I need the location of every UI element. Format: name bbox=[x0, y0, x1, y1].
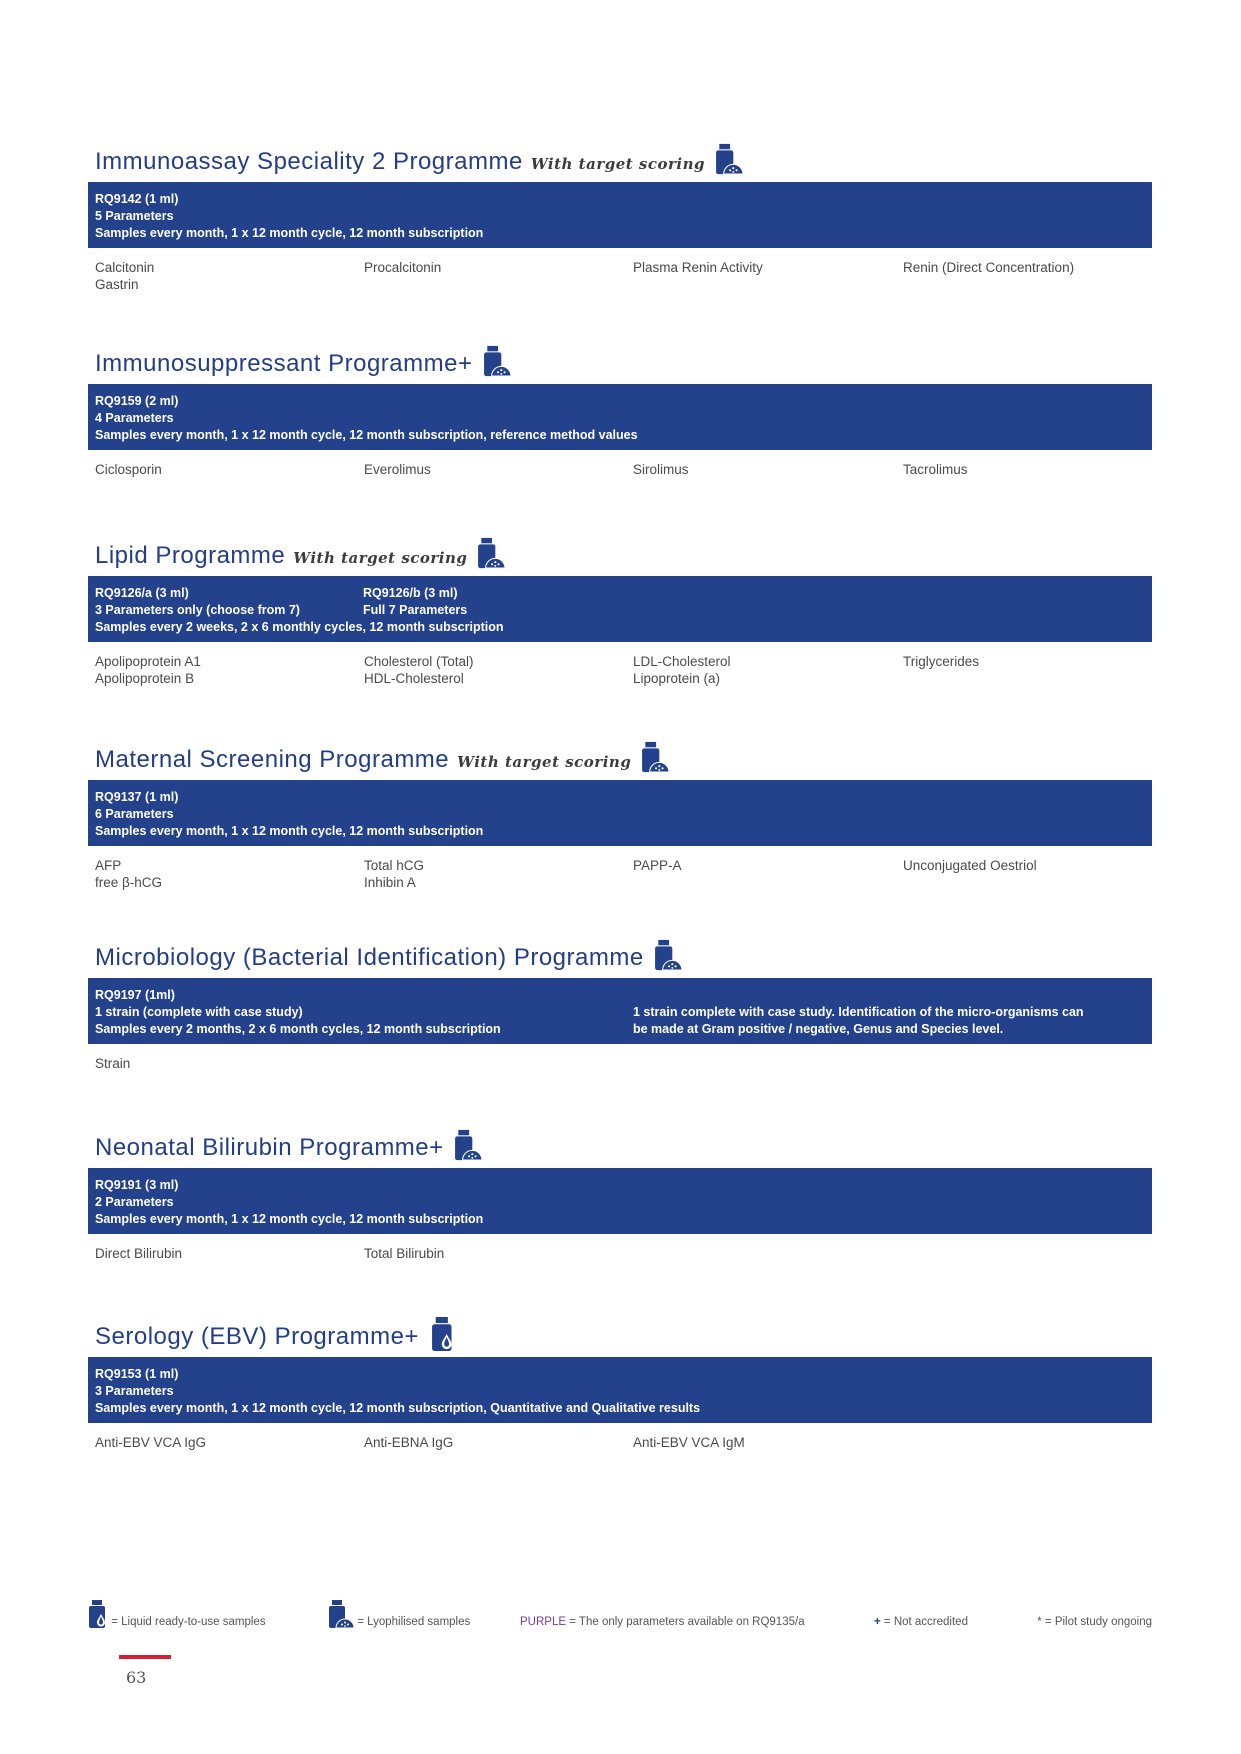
parameter-item: Apolipoprotein B bbox=[95, 671, 195, 686]
parameter-list bbox=[88, 1431, 1152, 1471]
parameter-item: Anti-EBNA IgG bbox=[364, 1435, 454, 1450]
parameter-item: Total hCG bbox=[364, 858, 425, 873]
parameter-column bbox=[95, 461, 162, 478]
parameter-list bbox=[88, 854, 1152, 894]
parameter-column bbox=[364, 857, 424, 891]
info-line: 1 strain complete with case study. Identification of the micro-organisms can bbox=[633, 1005, 1084, 1019]
parameter-item: Tacrolimus bbox=[903, 462, 968, 477]
section-header bbox=[88, 1317, 1152, 1357]
info-line: RQ9142 (1 ml) bbox=[95, 192, 179, 206]
programme-title: Maternal Screening Programme With target scoring bbox=[95, 740, 669, 774]
programme-section bbox=[88, 536, 1152, 690]
parameter-item: Lipoprotein (a) bbox=[633, 671, 721, 686]
info-line: Samples every 2 months, 2 x 6 month cycles, 12 month subscription bbox=[95, 1022, 501, 1036]
legend bbox=[88, 1598, 1152, 1628]
lyophilised-icon bbox=[654, 938, 682, 972]
parameter-item: Apolipoprotein A1 bbox=[95, 654, 201, 669]
parameter-item: Everolimus bbox=[364, 462, 431, 477]
info-line: 3 Parameters only (choose from 7) bbox=[95, 603, 300, 617]
parameter-column bbox=[364, 461, 431, 478]
info-line: 6 Parameters bbox=[95, 807, 174, 821]
parameter-list bbox=[88, 650, 1152, 690]
programme-title: Immunoassay Speciality 2 Programme With target scoring bbox=[95, 142, 743, 176]
parameter-item: AFP bbox=[95, 858, 122, 873]
info-line: RQ9126/a (3 ml) bbox=[95, 586, 189, 600]
parameter-item: PAPP-A bbox=[633, 858, 682, 873]
programme-section bbox=[88, 1128, 1152, 1282]
parameter-item: Ciclosporin bbox=[95, 462, 162, 477]
lyophilised-icon bbox=[641, 740, 669, 774]
legend-purple: PURPLE = The only parameters available on RQ9135/a bbox=[520, 1616, 805, 1628]
programme-title: Lipid Programme With target scoring bbox=[95, 536, 505, 570]
parameter-item: Direct Bilirubin bbox=[95, 1246, 183, 1261]
info-line: 4 Parameters bbox=[95, 411, 174, 425]
parameter-column bbox=[364, 1434, 453, 1451]
parameter-item: Unconjugated Oestriol bbox=[903, 858, 1037, 873]
info-line: RQ9153 (1 ml) bbox=[95, 1367, 179, 1381]
parameter-item: HDL-Cholesterol bbox=[364, 671, 464, 686]
programme-section bbox=[88, 142, 1152, 296]
programme-info-bar bbox=[88, 978, 1152, 1044]
parameter-list bbox=[88, 1052, 1152, 1092]
section-header bbox=[88, 1128, 1152, 1168]
programme-section bbox=[88, 938, 1152, 1092]
parameter-item: Cholesterol (Total) bbox=[364, 654, 474, 669]
section-header bbox=[88, 740, 1152, 780]
parameter-column bbox=[95, 857, 162, 891]
parameter-item: Procalcitonin bbox=[364, 260, 442, 275]
section-header bbox=[88, 142, 1152, 182]
parameter-column bbox=[633, 259, 763, 276]
parameter-column bbox=[364, 259, 441, 276]
info-line: RQ9191 (3 ml) bbox=[95, 1178, 179, 1192]
parameter-item: Sirolimus bbox=[633, 462, 689, 477]
footer-accent-line bbox=[119, 1655, 171, 1659]
parameter-item: Anti-EBV VCA IgM bbox=[633, 1435, 745, 1450]
parameter-column bbox=[903, 259, 1074, 276]
legend-lyophilised: = Lyophilised samples bbox=[328, 1600, 470, 1628]
parameter-column bbox=[364, 653, 474, 687]
parameter-column bbox=[364, 1245, 444, 1262]
info-line: 2 Parameters bbox=[95, 1195, 174, 1209]
programme-info-bar bbox=[88, 182, 1152, 248]
info-line: RQ9126/b (3 ml) bbox=[363, 586, 458, 600]
lyophilised-icon bbox=[328, 1600, 354, 1628]
parameter-column bbox=[95, 1245, 182, 1262]
parameter-item: Strain bbox=[95, 1056, 131, 1071]
parameter-item: Inhibin A bbox=[364, 875, 416, 890]
parameter-item: free β-hCG bbox=[95, 875, 163, 890]
info-line: 5 Parameters bbox=[95, 209, 174, 223]
info-line: RQ9159 (2 ml) bbox=[95, 394, 179, 408]
parameter-list bbox=[88, 458, 1152, 498]
info-line: Samples every month, 1 x 12 month cycle, 12 month subscription bbox=[95, 226, 484, 240]
parameter-column bbox=[903, 461, 968, 478]
programme-title: Immunosuppressant Programme+ bbox=[95, 344, 511, 378]
parameter-column bbox=[95, 1055, 130, 1072]
page-number: 63 bbox=[126, 1668, 147, 1687]
lyophilised-icon bbox=[454, 1128, 482, 1162]
parameter-list bbox=[88, 256, 1152, 296]
info-line: Samples every month, 1 x 12 month cycle, 12 month subscription bbox=[95, 1212, 484, 1226]
lyophilised-icon bbox=[483, 344, 511, 378]
liquid-icon bbox=[429, 1317, 457, 1351]
info-note bbox=[633, 1004, 1133, 1038]
info-line: Samples every 2 weeks, 2 x 6 monthly cycles, 12 month subscription bbox=[95, 620, 504, 634]
parameter-item: Anti-EBV VCA IgG bbox=[95, 1435, 207, 1450]
programme-info-bar bbox=[88, 1168, 1152, 1234]
info-line: Samples every month, 1 x 12 month cycle, 12 month subscription bbox=[95, 824, 484, 838]
parameter-column bbox=[95, 259, 154, 293]
parameter-column bbox=[95, 1434, 206, 1451]
programme-info-bar bbox=[88, 576, 1152, 642]
programme-title: Microbiology (Bacterial Identification) Programme bbox=[95, 938, 682, 972]
info-line: RQ9197 (1ml) bbox=[95, 988, 175, 1002]
target-scoring-label: With target scoring bbox=[530, 155, 705, 173]
legend-plus: + = Not accredited bbox=[874, 1616, 968, 1628]
info-line: Samples every month, 1 x 12 month cycle, 12 month subscription, Quantitative and Qualitative results bbox=[95, 1401, 701, 1415]
section-header bbox=[88, 536, 1152, 576]
parameter-column bbox=[633, 857, 682, 874]
liquid-icon bbox=[88, 1600, 108, 1628]
lyophilised-icon bbox=[477, 536, 505, 570]
parameter-item: Calcitonin bbox=[95, 260, 155, 275]
info-line: 3 Parameters bbox=[95, 1384, 174, 1398]
parameter-item: LDL-Cholesterol bbox=[633, 654, 731, 669]
parameter-column bbox=[95, 653, 201, 687]
parameter-list bbox=[88, 1242, 1152, 1282]
parameter-item: Renin (Direct Concentration) bbox=[903, 260, 1075, 275]
parameter-column bbox=[633, 1434, 745, 1451]
parameter-item: Total Bilirubin bbox=[364, 1246, 445, 1261]
section-header bbox=[88, 344, 1152, 384]
programme-info-bar bbox=[88, 1357, 1152, 1423]
info-line: be made at Gram positive / negative, Genus and Species level. bbox=[633, 1022, 1004, 1036]
programme-section bbox=[88, 344, 1152, 498]
lyophilised-icon bbox=[715, 142, 743, 176]
parameter-item: Triglycerides bbox=[903, 654, 980, 669]
programme-info-bar bbox=[88, 780, 1152, 846]
parameter-item: Gastrin bbox=[95, 277, 139, 292]
parameter-column bbox=[633, 653, 731, 687]
parameter-column bbox=[633, 461, 689, 478]
info-line: Samples every month, 1 x 12 month cycle, 12 month subscription, reference method values bbox=[95, 428, 638, 442]
info-line: Full 7 Parameters bbox=[363, 603, 468, 617]
parameter-item: Plasma Renin Activity bbox=[633, 260, 763, 275]
programme-section bbox=[88, 1317, 1152, 1471]
legend-star: * = Pilot study ongoing bbox=[1037, 1616, 1152, 1628]
parameter-column bbox=[903, 653, 979, 670]
info-line: 1 strain (complete with case study) bbox=[95, 1005, 303, 1019]
programme-title: Serology (EBV) Programme+ bbox=[95, 1317, 457, 1351]
info-line: RQ9137 (1 ml) bbox=[95, 790, 179, 804]
programme-title: Neonatal Bilirubin Programme+ bbox=[95, 1128, 482, 1162]
info-column-b bbox=[363, 585, 467, 619]
target-scoring-label: With target scoring bbox=[457, 753, 632, 771]
legend-liquid: = Liquid ready-to-use samples bbox=[88, 1600, 266, 1628]
parameter-column bbox=[903, 857, 1037, 874]
target-scoring-label: With target scoring bbox=[293, 549, 468, 567]
programme-section bbox=[88, 740, 1152, 894]
section-header bbox=[88, 938, 1152, 978]
programme-info-bar bbox=[88, 384, 1152, 450]
